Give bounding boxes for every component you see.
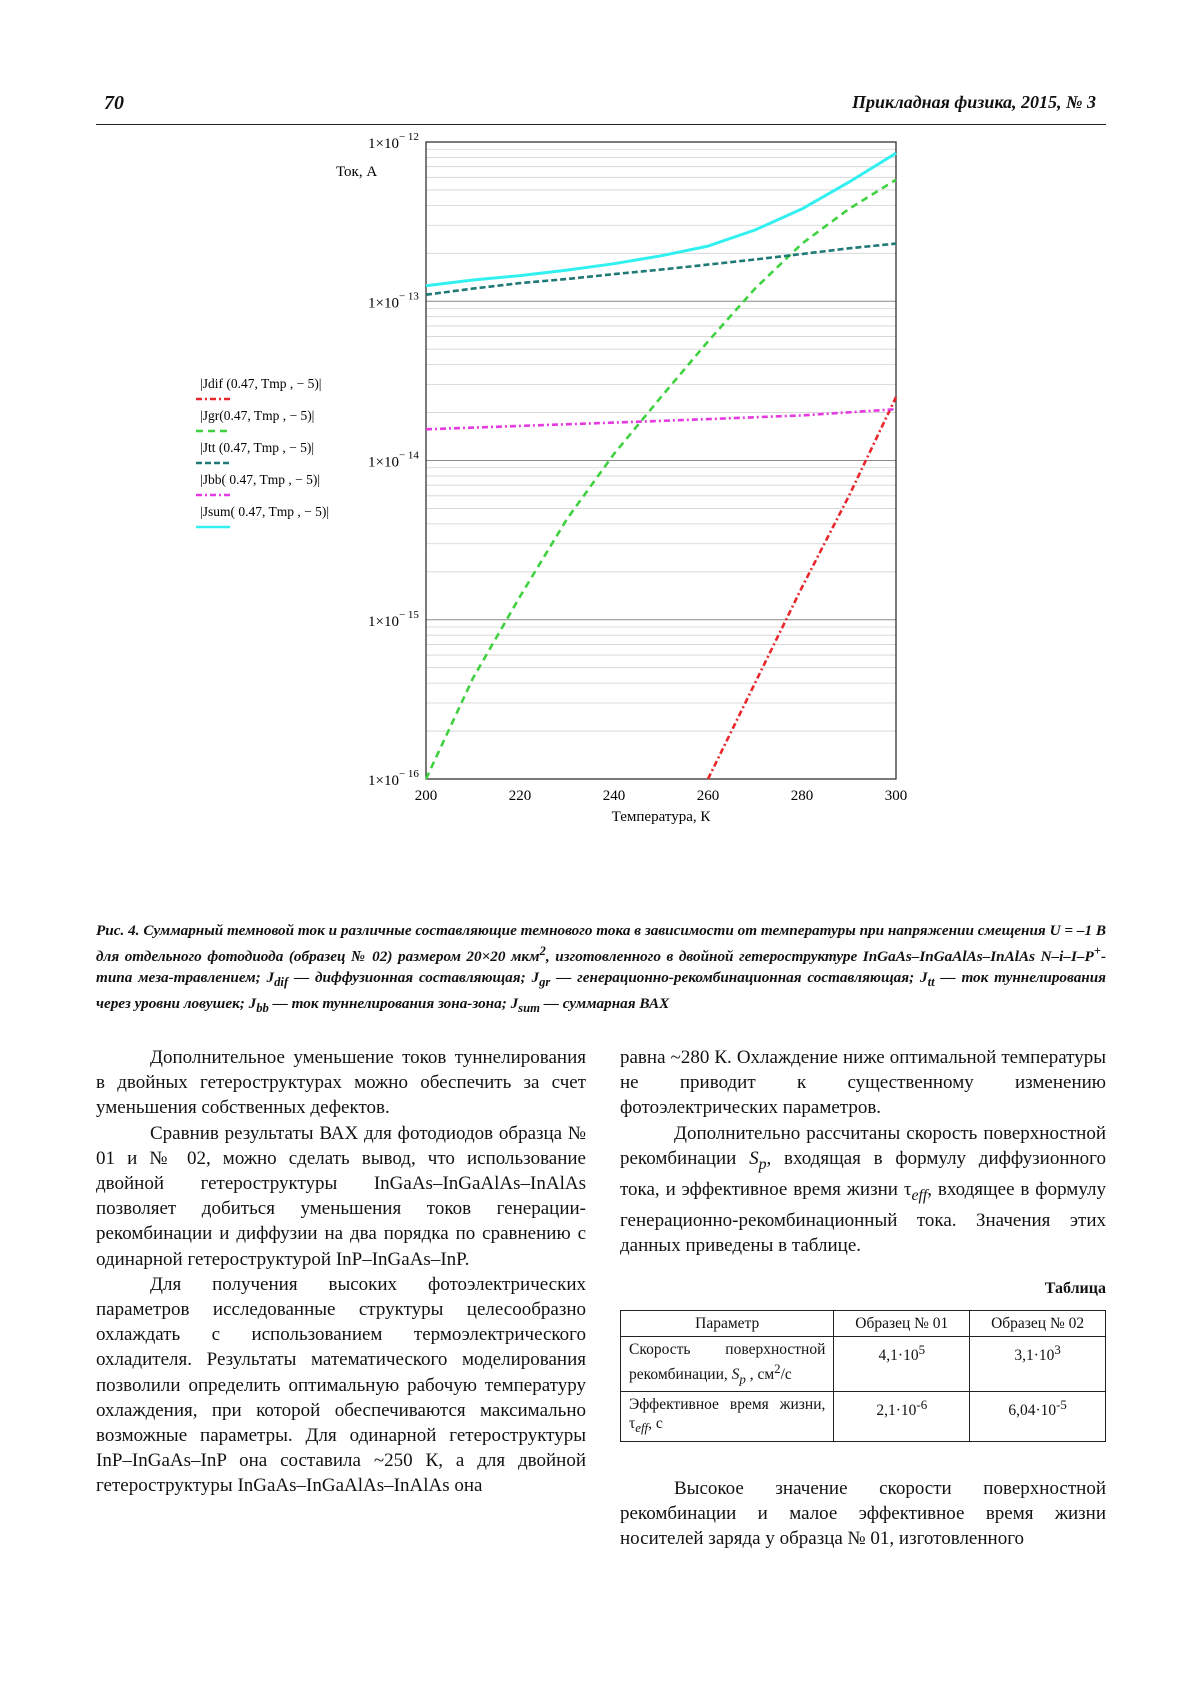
- table-row: [621, 1392, 1106, 1441]
- table-row: [621, 1337, 1106, 1392]
- dark-current-chart: [96, 131, 1106, 918]
- cell-value: $2,1\cdot 10^{-6}$: [834, 1392, 970, 1441]
- y-tick-label: $1\times 10^{- 16}$: [368, 768, 419, 789]
- figure-caption: Рис. 4. Суммарный темновой ток и различные составляющие темнового тока в зависимости от температуры при напряжении смещения U = –1 В для отдельного фотодиода (образец № 02) размером 20×20 мкм$^2$, изготовленного в двойной гетероструктуре InGaAs–InGaAlAs–InAlAs N–i–I–P+-типа меза-травлением; $J_{dif}$ — диффузионная составляющая; $J_{gr}$ — генерационно-рекомбинационная составляющая; $J_{tt}$ — ток туннелирования через уровни ловушек; $J_{bb}$ — ток туннелирования зона-зона; $J_{sum}$ — суммарная ВАХ: [96, 922, 1107, 1016]
- row-label: Скорость поверхностной рекомбинации, $S_p$ , $см^2/с$: [621, 1337, 834, 1392]
- paragraph: Для получения высоких фотоэлектрических параметров исследованные структуры целесообразно охлаждать с использованием термоэлектрического охладителя. Результаты математического моделирования позволили определить оптимальную рабочую температуру охлаждения, при которой обеспечиваются максимально возможные параметры. Для одинарной гетероструктуры InP–InGaAs–InP она составила ~250 К, а для двойной гетероструктуры InGaAs–InGaAlAs–InAlAs она: [96, 1273, 586, 1497]
- header-param: Параметр: [621, 1311, 834, 1337]
- x-axis-label: Температура, К: [611, 809, 711, 825]
- x-tick-label: 260: [696, 788, 720, 804]
- left-column: [96, 1045, 586, 1499]
- y-tick-label: $1\times 10^{- 14}$: [368, 449, 419, 471]
- table-header-row: [621, 1311, 1106, 1337]
- journal-header: Прикладная физика, 2015, № 3: [851, 92, 1096, 112]
- right-column: [620, 1045, 1106, 1551]
- paragraph: Высокое значение скорости поверхностной рекомбинации и малое эффективное время жизни носителей заряда у образца № 01, изготовленного: [620, 1477, 1106, 1549]
- header-rule: [96, 124, 1106, 125]
- legend-label: |Jtt (0.47, Tmp , − 5)|: [200, 440, 315, 455]
- paragraph: Дополнительно рассчитаны скорость поверхностной рекомбинации $S_p$, входящая в формулу диффузионного тока, и эффективное время жизни $\tau_{eff}$, входящее в формулу генерационно-рекомбинационный тока. Значения этих данных приведены в таблице.: [620, 1122, 1106, 1257]
- paragraph: Дополнительное уменьшение токов туннелирования в двойных гетероструктурах можно обеспечить за счет уменьшения собственных дефектов.: [96, 1047, 586, 1119]
- paragraph: равна ~280 К. Охлаждение ниже оптимальной температуры не приводит к существенному изменению фотоэлектрических параметров.: [620, 1047, 1106, 1119]
- minor-grid: [426, 149, 896, 731]
- series-jtt: [426, 244, 896, 295]
- y-tick-label: $1\times 10^{- 12}$: [368, 131, 419, 152]
- x-tick-label: 280: [790, 788, 814, 804]
- x-tick-label: 240: [602, 788, 626, 804]
- series-jsum: [426, 153, 896, 286]
- cell-value: $4,1\cdot 10^5$: [834, 1337, 970, 1392]
- y-tick-labels: [368, 131, 419, 789]
- table-title: Таблица: [1044, 1280, 1106, 1298]
- legend-label: |Jgr(0.47, Tmp , − 5)|: [200, 408, 315, 423]
- legend-label: |Jbb( 0.47, Tmp , − 5)|: [200, 472, 321, 487]
- paragraph: Сравнив результаты ВАХ для фотодиодов образца № 01 и № 02, можно сделать вывод, что использование двойной гетероструктуры InGaAs–InGaAlAs–InAlAs позволяет добиться уменьшения токов генерации-рекомбинации и диффузии на два порядка по сравнению с одинарной гетероструктурой InP–InGaAs–InP.: [96, 1122, 586, 1270]
- legend-label: |Jdif (0.47, Tmp , − 5)|: [200, 376, 322, 391]
- page-number: 70: [104, 92, 124, 114]
- series-layer: [426, 153, 896, 779]
- y-tick-label: $1\times 10^{- 15}$: [368, 608, 419, 630]
- legend-label: |Jsum( 0.47, Tmp , − 5)|: [200, 504, 330, 519]
- cell-value: $3,1\cdot 10^3$: [970, 1337, 1106, 1392]
- x-tick-label: 220: [508, 788, 532, 804]
- x-tick-labels: [415, 788, 908, 804]
- parameters-table: [620, 1310, 1106, 1441]
- header-sample-01: Образец № 01: [834, 1311, 970, 1337]
- y-tick-label: $1\times 10^{- 13}$: [368, 290, 419, 312]
- row-label: Эффективное время жизни, $\tau_{eff}$, с: [621, 1392, 834, 1441]
- cell-value: $6,04\cdot 10^{-5}$: [970, 1392, 1106, 1441]
- x-tick-label: 300: [884, 788, 908, 804]
- legend: [196, 376, 329, 527]
- x-tick-label: 200: [414, 788, 438, 804]
- series-jdif: [708, 397, 896, 779]
- header-sample-02: Образец № 02: [970, 1311, 1106, 1337]
- y-axis-label: Ток, А: [336, 164, 378, 180]
